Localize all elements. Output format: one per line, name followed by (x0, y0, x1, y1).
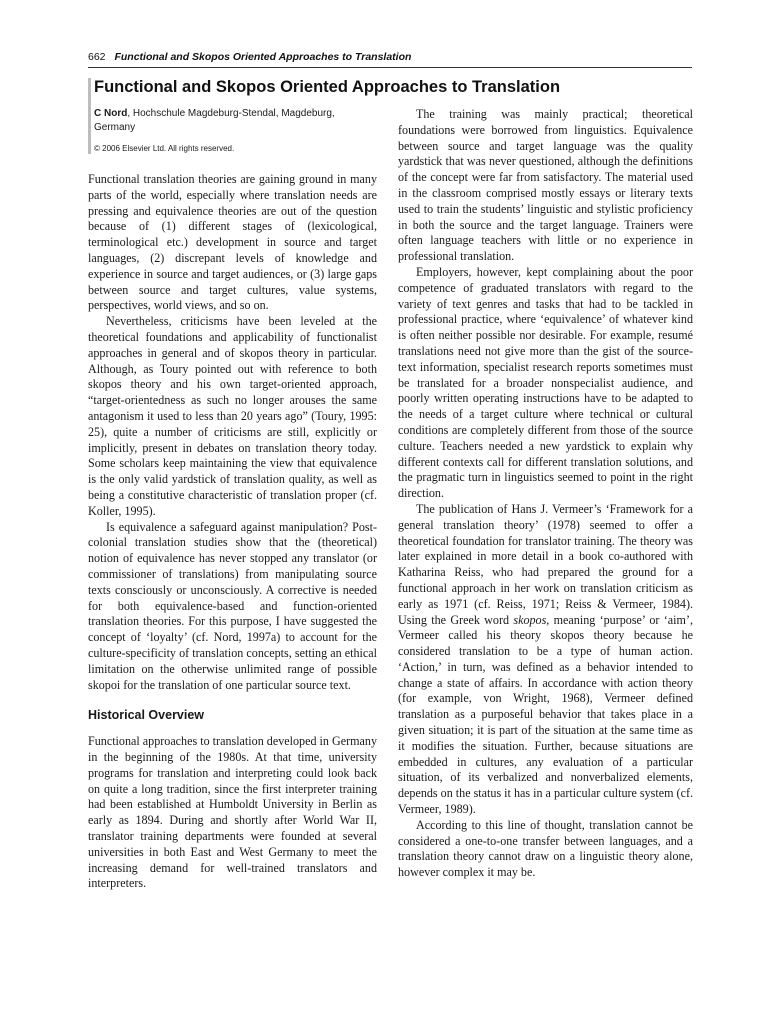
section-heading: Historical Overview (88, 708, 205, 723)
paragraph: According to this line of thought, translation cannot be considered a one-to-one transfer between languages, and a translation theory cannot draw on a linguistic theory alone, however complex it may be. (398, 817, 693, 880)
title-accent-bar (88, 78, 91, 154)
paragraph: The training was mainly practical; theoretical foundations were borrowed from linguistics. Equivalence between source and target language was the quality yardstick that was never questioned, although the definitions of the concept were far from satisfactory. The material used in the classroom comprised mostly essays or literary texts used to train the students’ linguistic and stylistic proficiency in both the source and the target language. Trainers were often language teachers with little or no experience in professional translation. (398, 107, 693, 264)
running-title: Functional and Skopos Oriented Approaches to Translation (114, 51, 412, 63)
copyright-notice: © 2006 Elsevier Ltd. All rights reserved. (94, 144, 235, 153)
article-title: Functional and Skopos Oriented Approaches to Translation (94, 78, 561, 96)
page-number: 662 (88, 51, 106, 63)
author-affiliation: , Hochschule Magdeburg-Stendal, Magdeburg, Germany (94, 108, 335, 133)
paragraph: Nevertheless, criticisms have been leveled at the theoretical foundations and applicability of functionalist approaches in general and of skopos theory in particular. Although, as Toury pointed out with reference to both skopos theory and his own target-oriented approach, “target-orientedness as such no longer arouses the same antagonism it used to less than 20 years ago” (Toury, 1995: 25), quite a number of criticisms are still, explicitly or implicitly, present in debates on translation theory today. Some scholars keep maintaining the view that equivalence is the only valid yardstick of translation quality, as well as being a constitutive characteristic of translation proper (cf. Koller, 1995). (88, 314, 377, 518)
text-run: , meaning ‘purpose’ or ‘aim’, Vermeer called his theory skopos theory because he considered translation to be a type of human action. ‘Action,’ in turn, was defined as a behavior intended to change a state of affairs. In accordance with action theory (for example, von Wright, 1968), Vermeer defined translation as a purposeful behavior that takes place in a given situation; it is part of the situation at the same time as it modifies the situation. Further, because situations are embedded in cultures, any evaluation of a particular situation, of its verbalized and nonverbalized elements, depends on the status it has in a particular culture system (cf. Vermeer, 1989). (398, 612, 693, 817)
paragraph: Functional approaches to translation developed in Germany in the beginning of the 1980s. At that time, university programs for translation and interpreting could look back on quite a long tradition, since the first interpreter training had been established at Humboldt University in Berlin as early as 1894. During and shortly after World War II, translator training departments were founded at several universities in both East and West Germany to meet the increasing demand for well-trained translators and interpreters. (88, 734, 377, 891)
author-line (94, 107, 378, 135)
running-head (88, 51, 411, 63)
header-rule (88, 67, 692, 68)
paragraph: Employers, however, kept complaining about the poor competence of graduated translators with regard to the variety of text genres and tasks that had to be tackled in professional practice, where ‘equivalence’ of whatever kind is often neither possible nor desirable. For example, resumé translations need not give more than the gist of the source-text information, specialist research reports sometimes must be translated for a broader nonspecialist audience, and poorly written operating instructions have to be adapted to the needs of a target culture where technical or cultural conditions are completely different from those of the source culture. Teachers needed a new yardstick to explain why different contexts call for different translation solutions, and the pragmatic turn in linguistics seemed to point in the right direction. (398, 264, 693, 501)
left-column (88, 172, 377, 892)
right-column (398, 107, 693, 881)
italic-term: skopos (513, 612, 547, 627)
paragraph: Functional translation theories are gaining ground in many parts of the world, especially where translation needs are pressing and equivalence theories are out of the question because of (1) different stages of (lexicological, terminological etc.) development in source and target languages, (2) discrepant levels of knowledge and experience in source and target audiences, or (3) large gaps between source and target cultures, value systems, perspectives, world views, and so on. (88, 172, 377, 313)
paragraph (398, 502, 693, 818)
author-name: C Nord (94, 108, 128, 119)
paragraph: Is equivalence a safeguard against manipulation? Post-colonial translation studies show that the (theoretical) notion of equivalence has never stopped any translator (or commissioner of translations) from manipulating source texts consciously or unconsciously. A corrective is needed for both equivalence-based and function-oriented translation theories. For this purpose, I have suggested the concept of ‘loyalty’ (cf. Nord, 1997a) to account for the culture-specificity of translation concepts, setting an ethical limitation on the otherwise unlimited range of possible skopoi for the translation of one particular source text. (88, 519, 377, 692)
text-run: The publication of Hans J. Vermeer’s ‘Framework for a general translation theory’ (1978) seemed to offer a theoretical foundation for translator training. The theory was later explained in more detail in a book co-authored with Katharina Reiss, who had prepared the ground for a functional approach in her work on translation criticism as early as 1971 (cf. Reiss, 1971; Reiss & Vermeer, 1984). Using the Greek word (398, 501, 693, 627)
